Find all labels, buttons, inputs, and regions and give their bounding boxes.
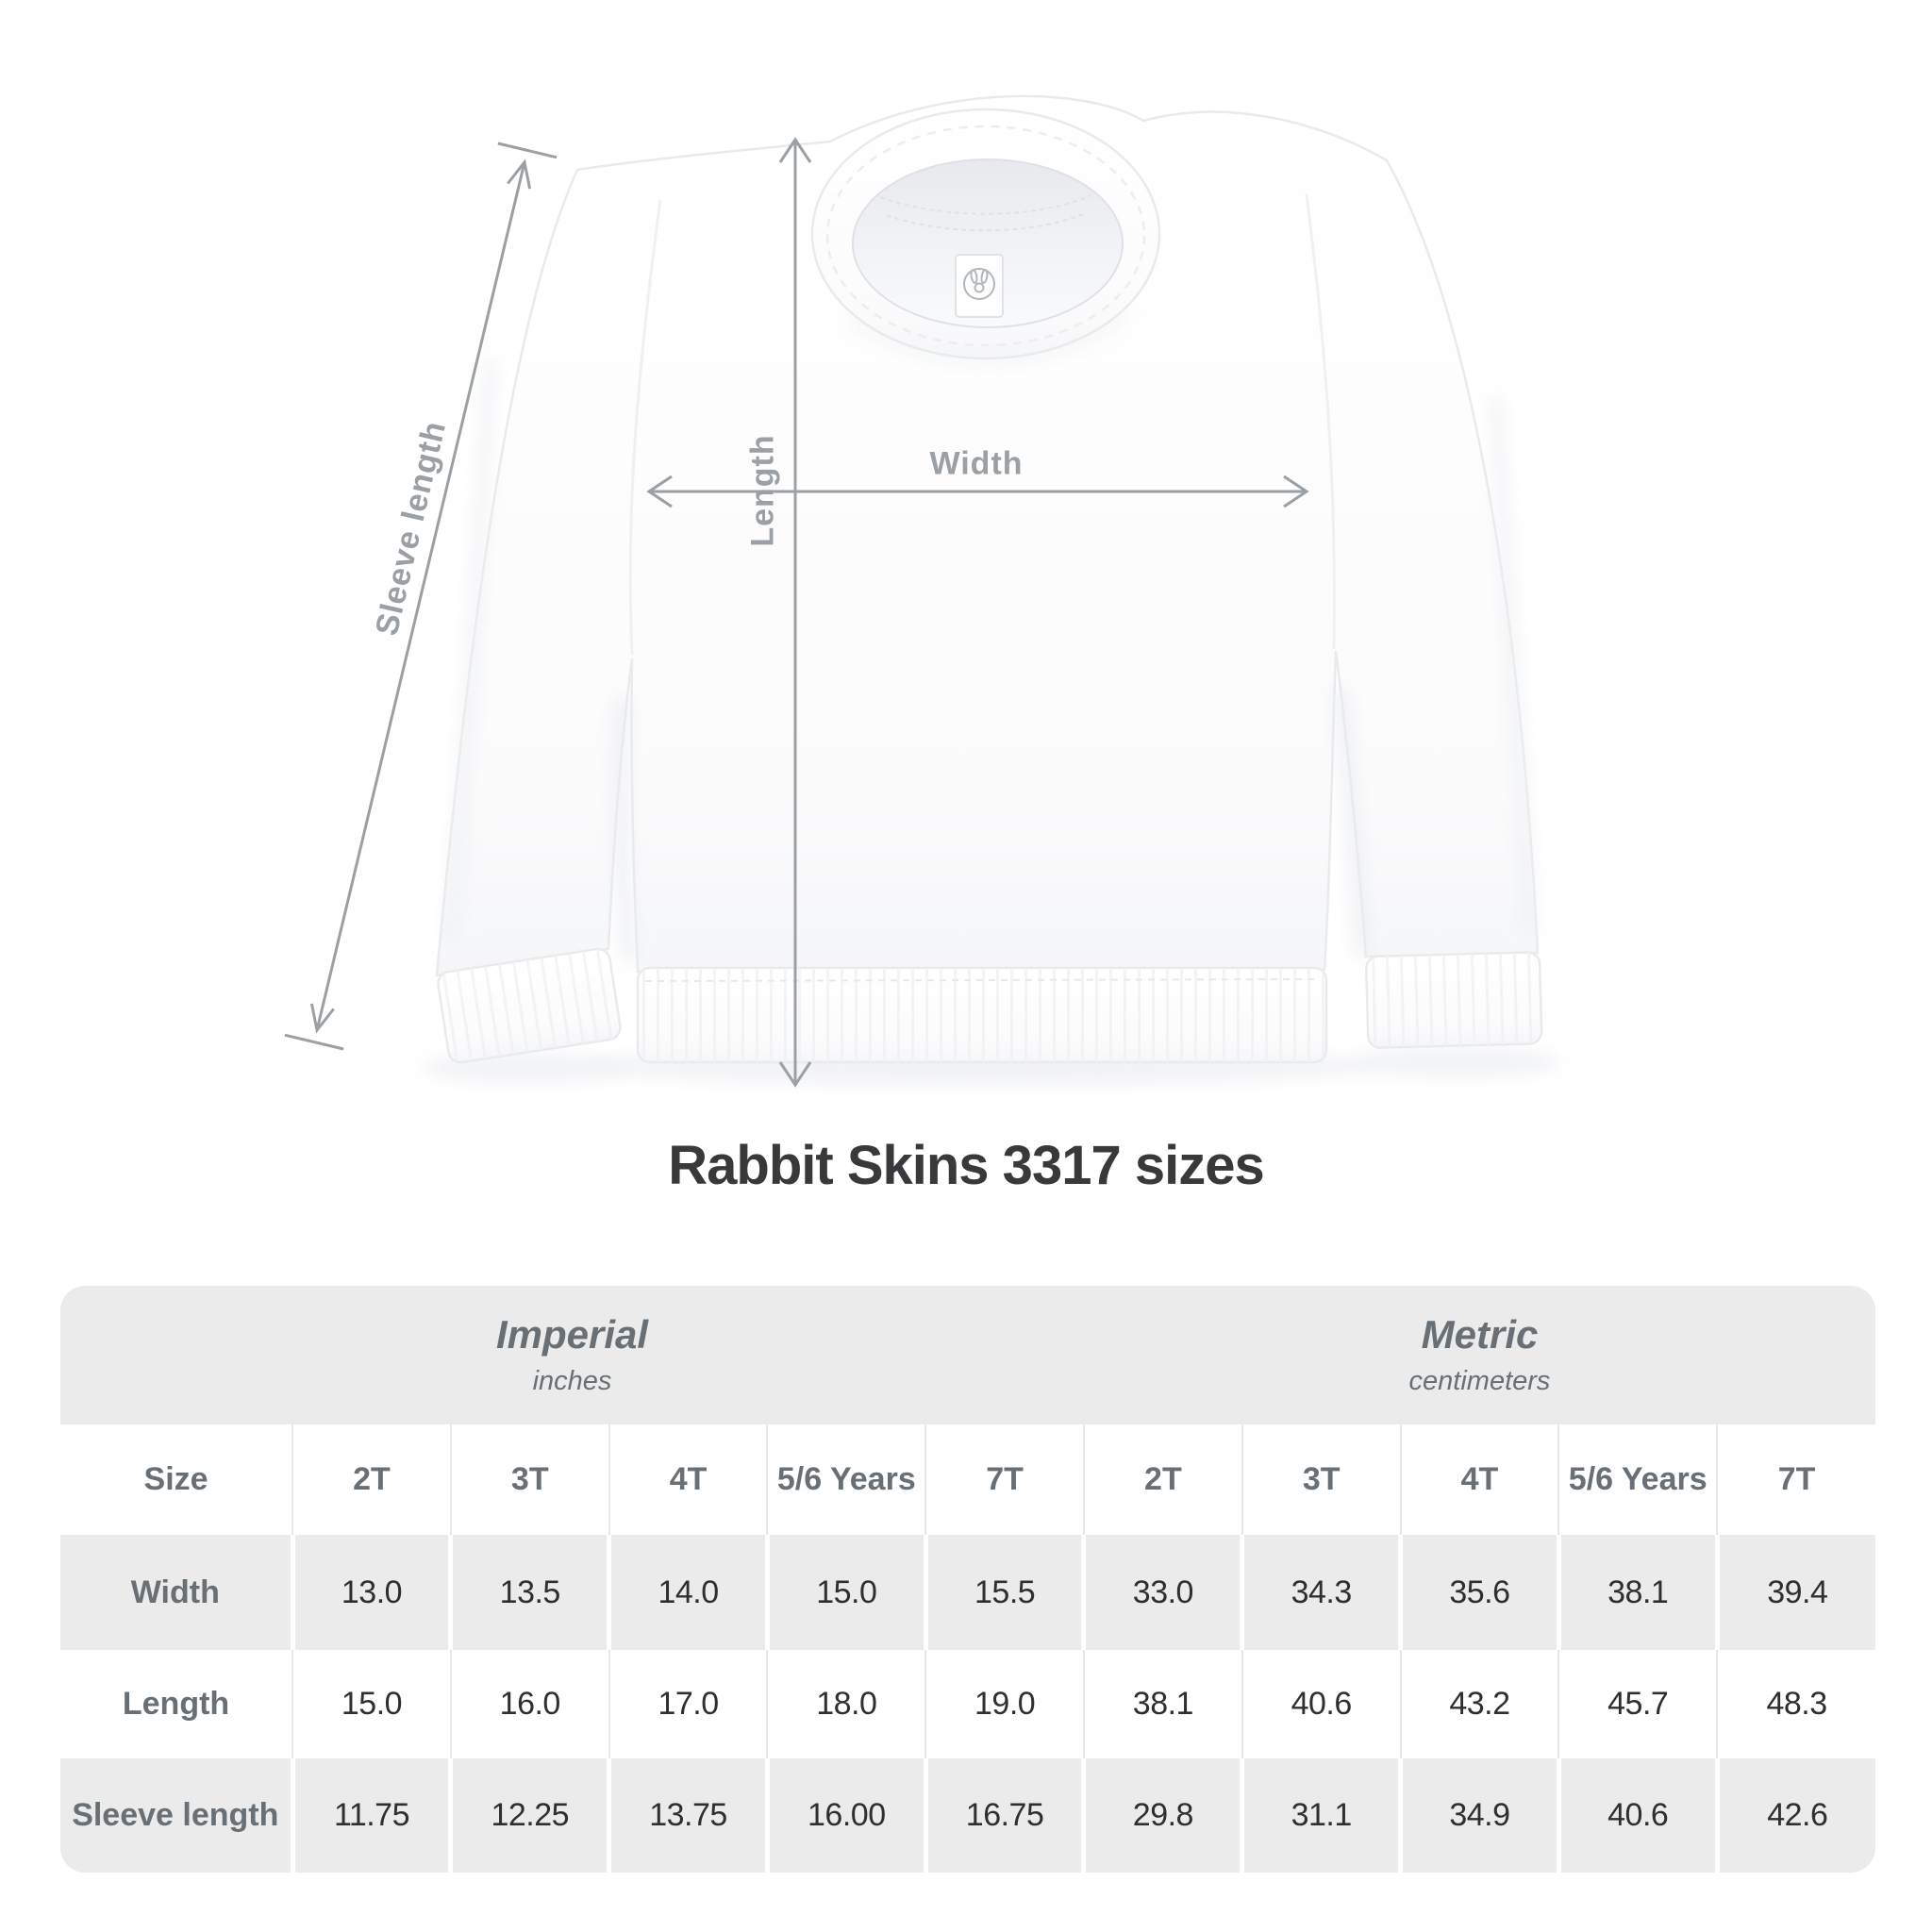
sleeve-value-cell: 16.00 <box>767 1758 925 1873</box>
col-header-imperial-3t: 3T <box>451 1424 609 1535</box>
size-corner-header: Size <box>60 1424 292 1535</box>
imperial-label: Imperial <box>495 1312 649 1357</box>
sleeve-value-cell: 42.6 <box>1717 1758 1875 1873</box>
sleeve-length-row <box>60 1758 1875 1873</box>
neck-tag <box>956 255 1003 317</box>
width-value-cell: 13.0 <box>292 1535 451 1650</box>
length-value-cell: 18.0 <box>767 1650 925 1758</box>
col-header-imperial-4t: 4T <box>609 1424 768 1535</box>
imperial-group-header <box>60 1286 1084 1424</box>
sleeve-length-label: Sleeve length <box>368 417 454 640</box>
length-value-cell: 17.0 <box>609 1650 768 1758</box>
sleeve-value-cell: 40.6 <box>1558 1758 1717 1873</box>
sleeve-value-cell: 16.75 <box>925 1758 1084 1873</box>
width-value-cell: 33.0 <box>1084 1535 1242 1650</box>
length-value-cell: 38.1 <box>1084 1650 1242 1758</box>
width-value-cell: 39.4 <box>1717 1535 1875 1650</box>
hem-band <box>638 968 1326 1062</box>
width-value-cell: 15.0 <box>767 1535 925 1650</box>
sweatshirt-body <box>437 96 1542 1064</box>
sleeve-value-cell: 29.8 <box>1084 1758 1242 1873</box>
length-value-cell: 15.0 <box>292 1650 451 1758</box>
width-value-cell: 34.3 <box>1242 1535 1401 1650</box>
row-label-width: Width <box>130 1574 220 1610</box>
sleeve-value-cell: 31.1 <box>1242 1758 1401 1873</box>
imperial-sublabel: inches <box>532 1365 612 1396</box>
metric-label: Metric <box>1421 1312 1539 1357</box>
page-title: Rabbit Skins 3317 sizes <box>668 1135 1264 1196</box>
size-table <box>60 1286 1875 1873</box>
length-value-cell: 19.0 <box>925 1650 1084 1758</box>
length-value-cell: 16.0 <box>451 1650 609 1758</box>
sleeve-value-cell: 13.75 <box>609 1758 768 1873</box>
width-row <box>60 1535 1875 1650</box>
size-table-container <box>60 1286 1875 1873</box>
col-header-metric-56y: 5/6 Years <box>1558 1424 1717 1535</box>
length-label: Length <box>744 434 781 547</box>
width-value-cell: 14.0 <box>609 1535 768 1650</box>
length-value-cell: 43.2 <box>1401 1650 1559 1758</box>
col-header-metric-7t: 7T <box>1717 1424 1875 1535</box>
width-value-cell: 38.1 <box>1558 1535 1717 1650</box>
width-label: Width <box>929 445 1024 482</box>
col-header-imperial-2t: 2T <box>292 1424 451 1535</box>
width-value-cell: 15.5 <box>925 1535 1084 1650</box>
cuff-right <box>1366 952 1541 1048</box>
sleeve-value-cell: 12.25 <box>451 1758 609 1873</box>
length-row <box>60 1650 1875 1758</box>
column-header-row <box>60 1424 1875 1535</box>
metric-sublabel: centimeters <box>1408 1365 1551 1396</box>
col-header-metric-2t: 2T <box>1084 1424 1242 1535</box>
width-value-cell: 35.6 <box>1401 1535 1559 1650</box>
unit-group-row <box>60 1286 1875 1424</box>
col-header-metric-4t: 4T <box>1401 1424 1559 1535</box>
sleeve-value-cell: 34.9 <box>1401 1758 1559 1873</box>
length-value-cell: 45.7 <box>1558 1650 1717 1758</box>
length-value-cell: 48.3 <box>1717 1650 1875 1758</box>
length-value-cell: 40.6 <box>1242 1650 1401 1758</box>
metric-group-header <box>1084 1286 1875 1424</box>
col-header-imperial-56y: 5/6 Years <box>767 1424 925 1535</box>
col-header-metric-3t: 3T <box>1242 1424 1401 1535</box>
width-value-cell: 13.5 <box>451 1535 609 1650</box>
row-label-sleeve-length: Sleeve length <box>72 1797 279 1833</box>
sleeve-value-cell: 11.75 <box>292 1758 451 1873</box>
collar <box>812 109 1159 358</box>
row-label-length: Length <box>122 1686 230 1722</box>
col-header-imperial-7t: 7T <box>925 1424 1084 1535</box>
